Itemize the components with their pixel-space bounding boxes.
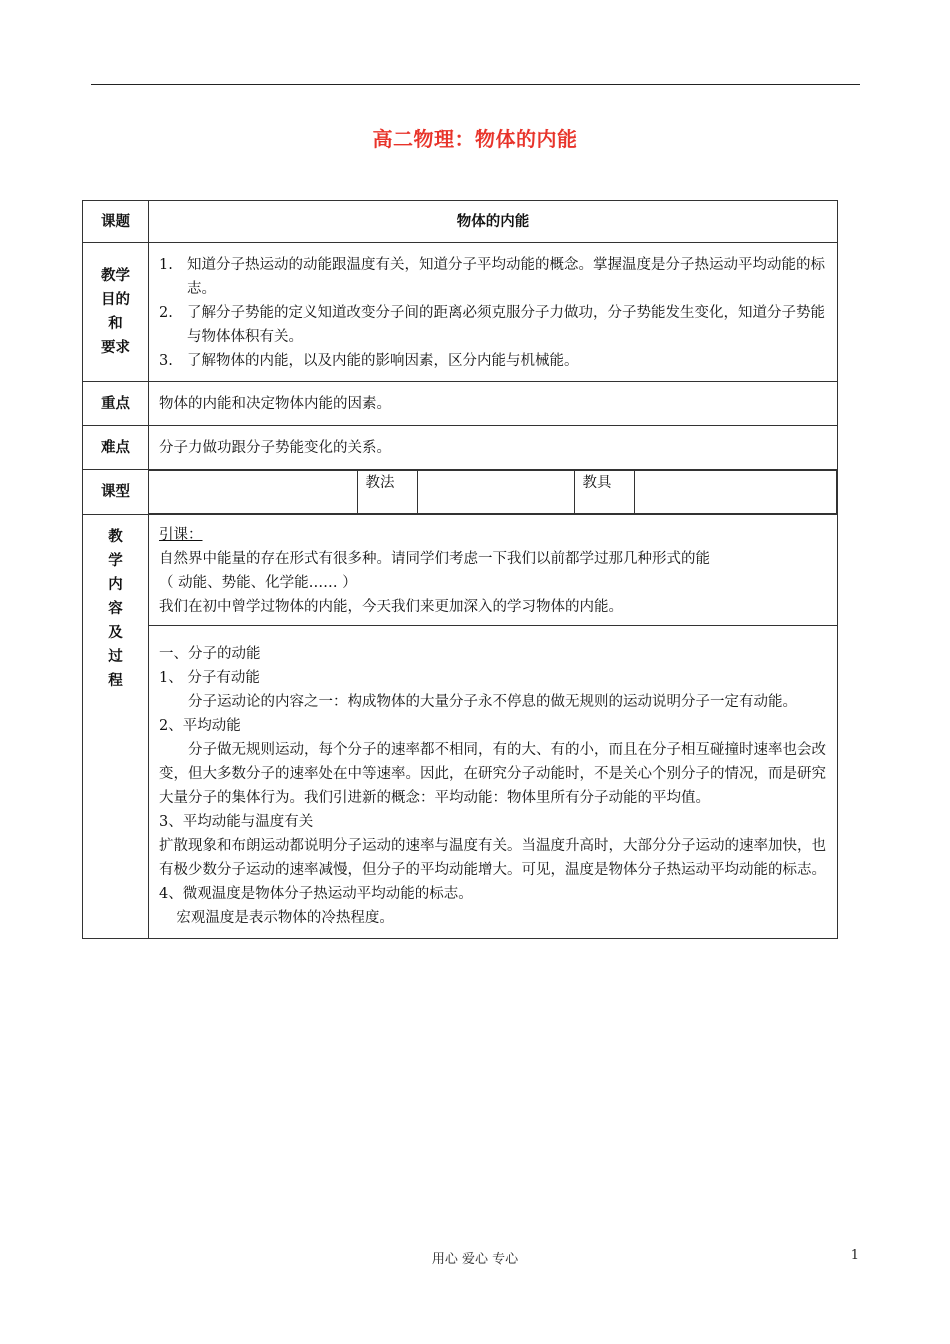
tools-value (634, 471, 837, 514)
objective-text: 知道分子热运动的动能跟温度有关，知道分子平均动能的概念。掌握温度是分子热运动平均动能的标志。 (187, 257, 825, 297)
lesson-type-inner (149, 470, 837, 514)
method-label: 教法 (357, 471, 417, 514)
objective-item (159, 301, 829, 349)
objective-number: 2. (159, 305, 173, 321)
objective-text: 了解物体的内能，以及内能的影响因素，区分内能与机械能。 (187, 353, 579, 369)
subsection-title: 1、 分子有动能 (159, 670, 260, 686)
lesson-plan-table (82, 200, 838, 939)
row-objectives (83, 243, 838, 382)
row-topic (83, 201, 838, 243)
key-label: 重点 (83, 382, 149, 426)
subsection-text: 分子运动论的内容之一：构成物体的大量分子永不停息的做无规则的运动说明分子一定有动能。 (188, 694, 797, 710)
intro-heading: 引课： (159, 527, 203, 543)
process-content (149, 515, 838, 939)
section-kinetic-energy (149, 625, 837, 934)
topic-value: 物体的内能 (149, 201, 838, 243)
row-difficulty (83, 426, 838, 470)
footer-slogan: 用心 爱心 专心 (431, 1252, 519, 1267)
objectives-list (149, 243, 838, 382)
objective-text: 了解分子势能的定义知道改变分子间的距离必须克服分子力做功，分子势能发生变化，知道分子势能与物体体积有关。 (187, 305, 825, 345)
process-label-char: 教 (108, 529, 123, 545)
intro-block (159, 523, 829, 619)
process-label-char: 内 (108, 577, 123, 593)
difficulty-value: 分子力做功跟分子势能变化的关系。 (149, 426, 838, 470)
topic-label: 课题 (83, 201, 149, 243)
row-process (83, 515, 838, 939)
section-heading: 一、分子的动能 (159, 646, 261, 662)
intro-line: （ 动能、势能、化学能…… ） (159, 575, 357, 591)
page-number: 1 (850, 1248, 859, 1263)
process-label (83, 515, 149, 939)
subsection-title: 3、平均动能与温度有关 (159, 814, 314, 830)
objective-item (159, 349, 829, 373)
type-value (149, 471, 357, 514)
subsection-title: 4、微观温度是物体分子热运动平均动能的标志。 (159, 886, 473, 902)
objective-item (159, 253, 829, 301)
objective-number: 3. (159, 353, 173, 369)
objectives-label-line: 和 (108, 316, 123, 332)
type-label: 课型 (83, 470, 149, 515)
row-key-point (83, 382, 838, 426)
method-value (417, 471, 574, 514)
intro-line: 我们在初中曾学过物体的内能，今天我们来更加深入的学习物体的内能。 (159, 599, 623, 615)
process-label-char: 程 (108, 673, 123, 689)
type-row-cells (149, 470, 838, 515)
objectives-label-line: 目的 (101, 292, 130, 308)
subsection-text: 宏观温度是表示物体的冷热程度。 (176, 910, 394, 926)
subsection-text: 扩散现象和布朗运动都说明分子运动的速率与温度有关。当温度升高时，大部分分子运动的速率加快，也有极少数分子运动的速率减慢，但分子的平均动能增大。可见，温度是物体分子热运动平均动能的标志。 (159, 838, 826, 878)
objectives-label-line: 要求 (101, 340, 130, 356)
subsection-title: 2、平均动能 (159, 718, 241, 734)
process-label-char: 及 (108, 625, 123, 641)
intro-line: 自然界中能量的存在形式有很多种。请同学们考虑一下我们以前都学过那几种形式的能 (159, 551, 710, 567)
tools-label: 教具 (574, 471, 634, 514)
process-label-char: 过 (108, 649, 123, 665)
row-lesson-type (83, 470, 838, 515)
objective-number: 1. (159, 257, 173, 273)
process-label-char: 学 (108, 553, 123, 569)
objectives-label (83, 243, 149, 382)
document-title: 高二物理：物体的内能 (372, 127, 578, 151)
key-value: 物体的内能和决定物体内能的因素。 (149, 382, 838, 426)
process-label-char: 容 (108, 601, 123, 617)
header-rule (91, 84, 860, 85)
objectives-label-line: 教学 (101, 268, 130, 284)
difficulty-label: 难点 (83, 426, 149, 470)
subsection-text: 分子做无规则运动，每个分子的速率都不相同，有的大、有的小，而且在分子相互碰撞时速率也会改变，但大多数分子的速率处在中等速率。因此，在研究分子动能时，不是关心个别分子的情况，而是研究大量分子的集体行为。我们引进新的概念：平均动能：物体里所有分子动能的平均值。 (159, 742, 826, 806)
